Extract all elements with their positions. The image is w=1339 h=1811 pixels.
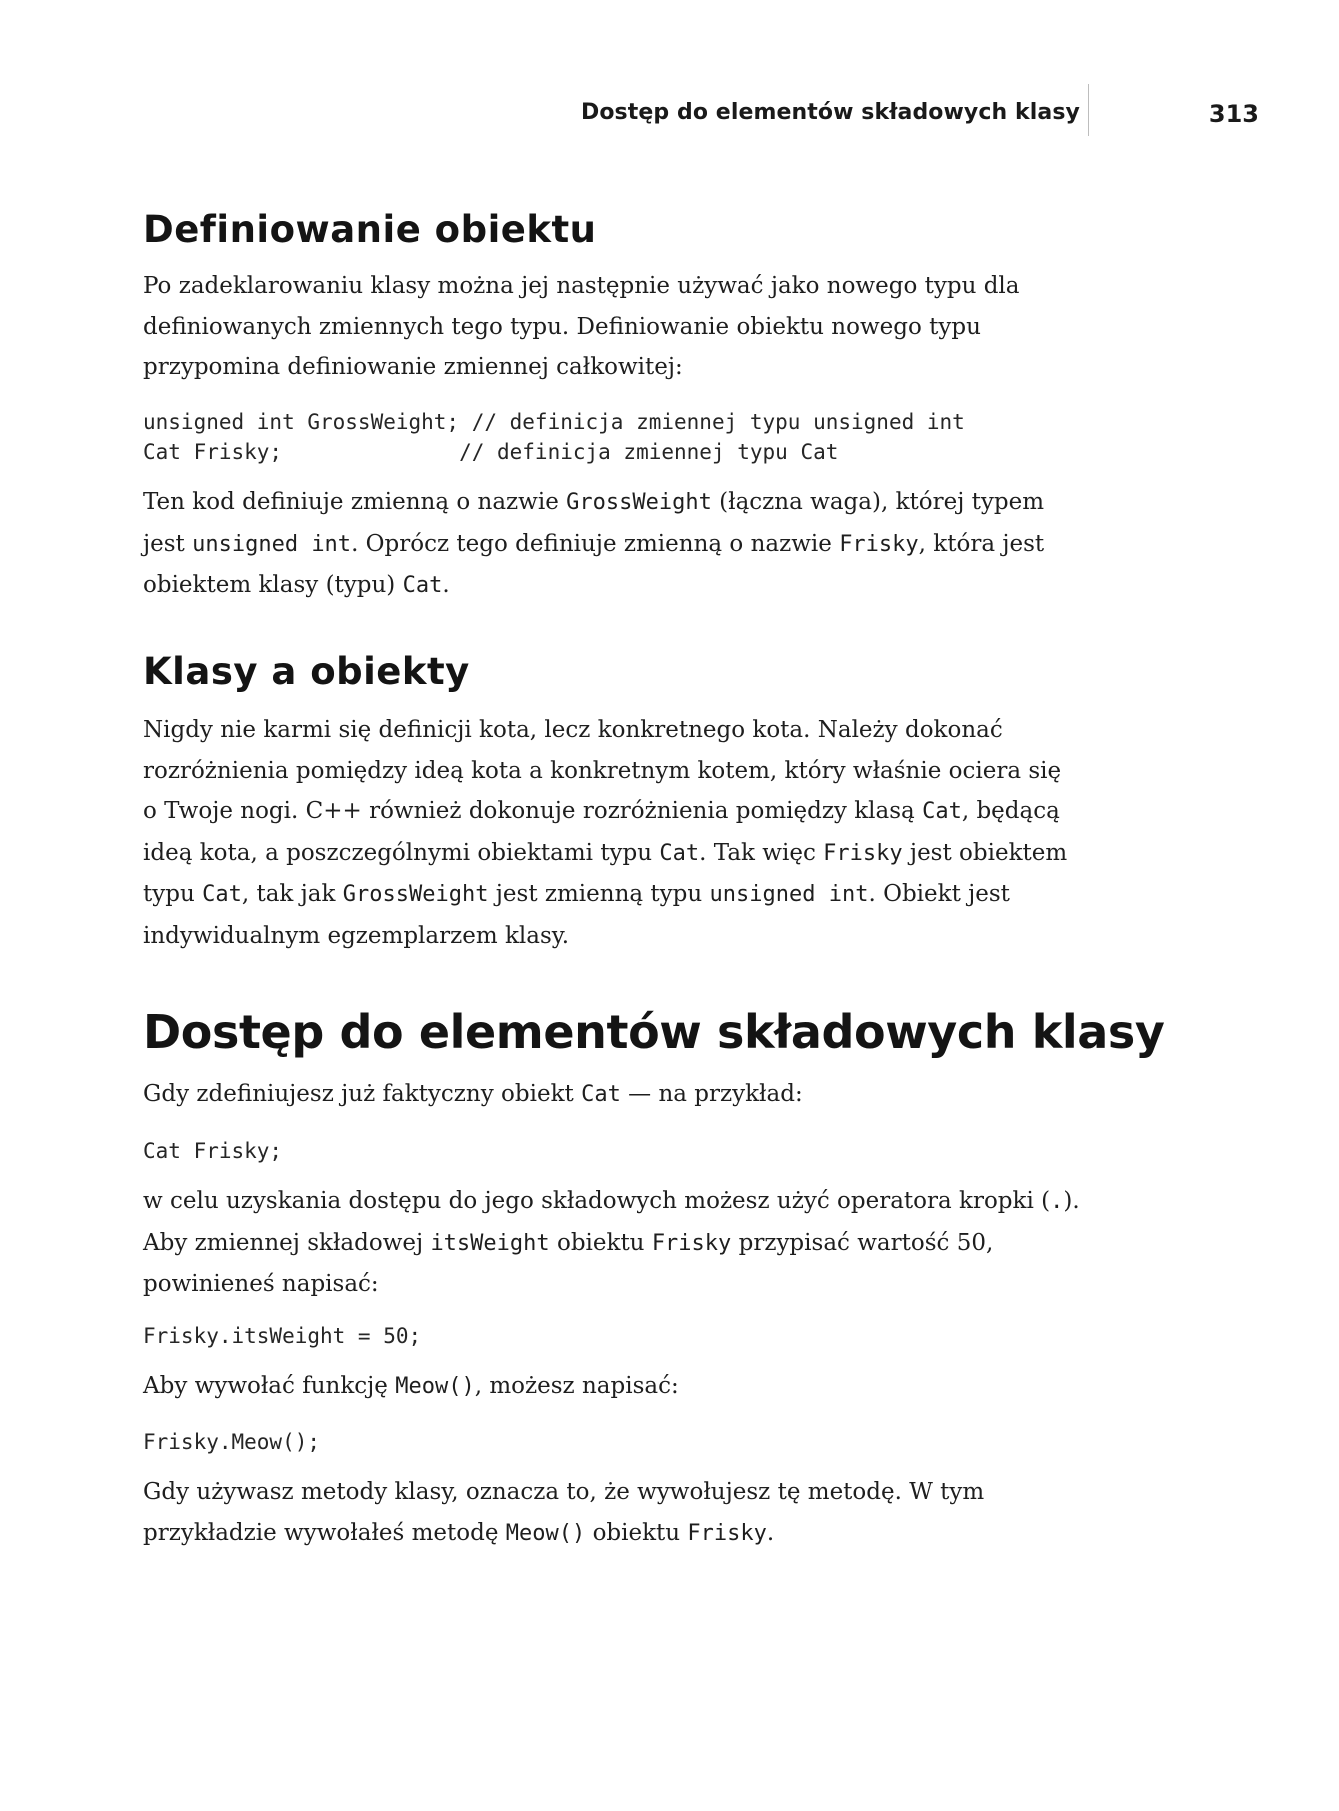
text-line: przypomina definiowanie zmiennej całkowitej: — [143, 354, 683, 380]
inline-code: Frisky — [687, 1520, 767, 1546]
text-line: ideą kota, a poszczególnymi obiektami typu Cat. Tak więc Frisky jest obiektem — [143, 839, 1068, 866]
text-line: Aby wywołać funkcję Meow(), możesz napisać: — [143, 1373, 679, 1399]
section-heading-klasy-a-obiekty: Klasy a obiekty — [143, 650, 470, 693]
code-line: Cat Frisky; — [143, 1139, 283, 1163]
text-line: Ten kod definiuje zmienną o nazwie GrossWeight (łączna waga), której typem — [143, 489, 1045, 515]
code-line: unsigned int GrossWeight; // definicja zmiennej typu unsigned int — [143, 410, 965, 434]
code-line: Cat Frisky; // definicja zmiennej typu Cat — [143, 440, 839, 464]
text-line: Gdy zdefiniujesz już faktyczny obiekt Cat — na przykład: — [143, 1081, 803, 1107]
paragraph-definiowanie-explanation — [143, 482, 1044, 607]
inline-code: GrossWeight — [566, 490, 712, 515]
paragraph-dostep-intro — [143, 1074, 803, 1116]
inline-code: Cat — [581, 1082, 621, 1107]
inline-code: itsWeight — [430, 1230, 550, 1256]
text-line: w celu uzyskania dostępu do jego składowych możesz użyć operatora kropki (.). — [143, 1188, 1080, 1214]
inline-code: Cat — [402, 573, 443, 598]
header-divider — [1088, 84, 1089, 136]
text-line: typu Cat, tak jak GrossWeight jest zmienną typu unsigned int. Obiekt jest — [143, 881, 1010, 907]
page-number: 313 — [1208, 100, 1259, 128]
inline-code: Frisky — [651, 1230, 732, 1256]
inline-code: . — [1050, 1189, 1064, 1214]
text-line: jest unsigned int. Oprócz tego definiuje zmienną o nazwie Frisky, która jest — [143, 530, 1045, 557]
code-block-meow-call — [143, 1427, 320, 1457]
text-line: indywidualnym egzemplarzem klasy. — [143, 922, 570, 949]
text-line: przykładzie wywołałeś metodę Meow() obiektu Frisky. — [143, 1519, 775, 1546]
code-line: Frisky.itsWeight = 50; — [143, 1324, 422, 1348]
paragraph-definiowanie-intro — [143, 266, 1019, 388]
text-line: Gdy używasz metody klasy, oznacza to, że wywołujesz tę metodę. W tym — [143, 1479, 985, 1505]
code-line: Frisky.Meow(); — [143, 1430, 321, 1454]
chapter-heading-dostep: Dostęp do elementów składowych klasy — [143, 1005, 1165, 1059]
inline-code: GrossWeight — [342, 882, 489, 907]
inline-code: unsigned int — [192, 531, 352, 557]
section-heading-definiowanie-obiektu: Definiowanie obiektu — [143, 208, 597, 251]
text-line: powinieneś napisać: — [143, 1271, 379, 1297]
text-line: o Twoje nogi. C++ również dokonuje rozróżnienia pomiędzy klasą Cat, będącą — [143, 798, 1060, 824]
inline-code: Frisky — [839, 531, 919, 557]
text-line: definiowanych zmiennych tego typu. Definiowanie obiektu nowego typu — [143, 313, 981, 340]
inline-code: Cat — [202, 882, 242, 907]
text-line: obiektem klasy (typu) Cat. — [143, 572, 450, 598]
code-block-cat-frisky — [143, 1136, 282, 1166]
text-line: Po zadeklarowaniu klasy można jej następnie używać jako nowego typu dla — [143, 273, 1020, 299]
paragraph-dostep-meow — [143, 1366, 679, 1408]
text-line: rozróżnienia pomiędzy ideą kota a konkretnym kotem, który właśnie ociera się — [143, 757, 1062, 784]
inline-code: Meow() — [505, 1520, 586, 1546]
inline-code: Cat — [659, 840, 700, 866]
inline-code: unsigned int — [709, 882, 869, 907]
code-block-itsweight — [143, 1321, 421, 1351]
inline-code: Cat — [922, 799, 962, 824]
paragraph-klasy-a-obiekty — [143, 710, 1067, 956]
text-line: Aby zmiennej składowej itsWeight obiektu Frisky przypisać wartość 50, — [143, 1229, 994, 1256]
text-line: Nigdy nie karmi się definicji kota, lecz konkretnego kota. Należy dokonać — [143, 717, 1003, 743]
paragraph-dostep-method — [143, 1472, 984, 1554]
running-header-title: Dostęp do elementów składowych klasy — [580, 100, 1080, 125]
inline-code: Meow() — [395, 1374, 475, 1399]
paragraph-dostep-operator — [143, 1181, 1080, 1305]
code-block-definitions — [143, 407, 965, 467]
inline-code: Frisky — [823, 840, 903, 866]
